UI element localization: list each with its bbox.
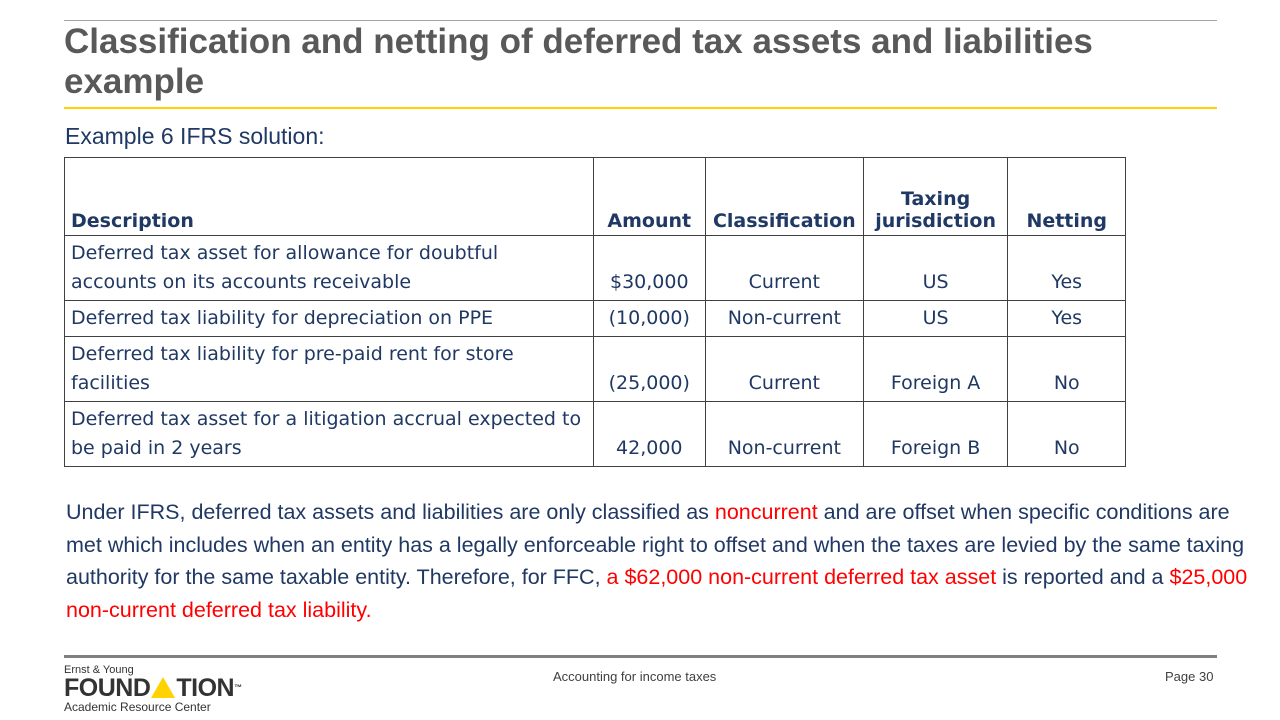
cell-amount: 42,000 <box>593 402 705 467</box>
cell-jurisdiction: Foreign B <box>863 402 1008 467</box>
header-description: Description <box>65 158 594 236</box>
header-netting: Netting <box>1008 158 1126 236</box>
slide-title: Classification and netting of deferred tax assets and liabilities example <box>64 22 1093 101</box>
cell-amount: (10,000) <box>593 301 705 337</box>
logo-wordmark <box>64 676 244 700</box>
cell-description: Deferred tax asset for a litigation accrual expected to be paid in 2 years <box>65 402 594 467</box>
cell-description: Deferred tax asset for allowance for doubtful accounts on its accounts receivable <box>65 236 594 301</box>
header-classification: Classification <box>705 158 863 236</box>
cell-classification: Current <box>705 236 863 301</box>
footer-divider <box>64 655 1217 658</box>
page-number: Page 30 <box>1165 669 1214 684</box>
cell-amount: (25,000) <box>593 337 705 402</box>
summary-highlight-asset: a $62,000 non-current deferred tax asset <box>606 565 997 589</box>
cell-classification: Current <box>705 337 863 402</box>
cell-jurisdiction: US <box>863 236 1008 301</box>
cell-netting: Yes <box>1008 236 1126 301</box>
logo-wordmark-right: TION <box>176 674 235 702</box>
logo-company-name: Ernst & Young <box>64 664 134 676</box>
summary-text: is reported and a <box>996 565 1170 589</box>
cell-netting: Yes <box>1008 301 1126 337</box>
summary-highlight-liability: $25,000 non-current deferred tax liability <box>66 565 1248 622</box>
table-row <box>65 402 1126 467</box>
table-row <box>65 301 1126 337</box>
cell-netting: No <box>1008 402 1126 467</box>
logo-wordmark-left: FOUND <box>64 674 151 702</box>
cell-description: Deferred tax liability for depreciation on PPE <box>65 301 594 337</box>
cell-amount: $30,000 <box>593 236 705 301</box>
summary-period: . <box>365 597 372 622</box>
logo-subtitle: Academic Resource Center <box>64 700 211 714</box>
logo-trademark: ™ <box>234 683 242 692</box>
cell-description: Deferred tax liability for pre-paid rent for store facilities <box>65 337 594 402</box>
header-amount: Amount <box>593 158 705 236</box>
slide-subtitle: Example 6 IFRS solution: <box>65 123 325 149</box>
cell-netting: No <box>1008 337 1126 402</box>
foundation-logo <box>64 664 244 716</box>
table-row <box>65 236 1126 301</box>
footer-course-title: Accounting for income taxes <box>553 669 717 684</box>
cell-classification: Non-current <box>705 301 863 337</box>
cell-jurisdiction: Foreign A <box>863 337 1008 402</box>
cell-classification: Non-current <box>705 402 863 467</box>
cell-jurisdiction: US <box>863 301 1008 337</box>
summary-text: and are offset when specific conditions are met which includes when an entity has a legally enforceable right to offset and when the taxes are levied by the same taxing authority for the same taxable entity. Therefore, for FFC, <box>66 500 1245 589</box>
logo-triangle-icon <box>151 677 175 698</box>
header-taxing-jurisdiction: Taxing jurisdiction <box>863 158 1008 236</box>
summary-text: Under IFRS, deferred tax assets and liabilities are only classified as <box>66 500 715 524</box>
table-row <box>65 337 1126 402</box>
summary-paragraph <box>66 496 1256 626</box>
title-underline <box>64 107 1217 109</box>
summary-highlight-noncurrent: noncurrent <box>714 500 818 524</box>
table-header-row <box>65 158 1126 236</box>
deferred-tax-table <box>64 157 1126 467</box>
top-divider <box>64 20 1217 21</box>
